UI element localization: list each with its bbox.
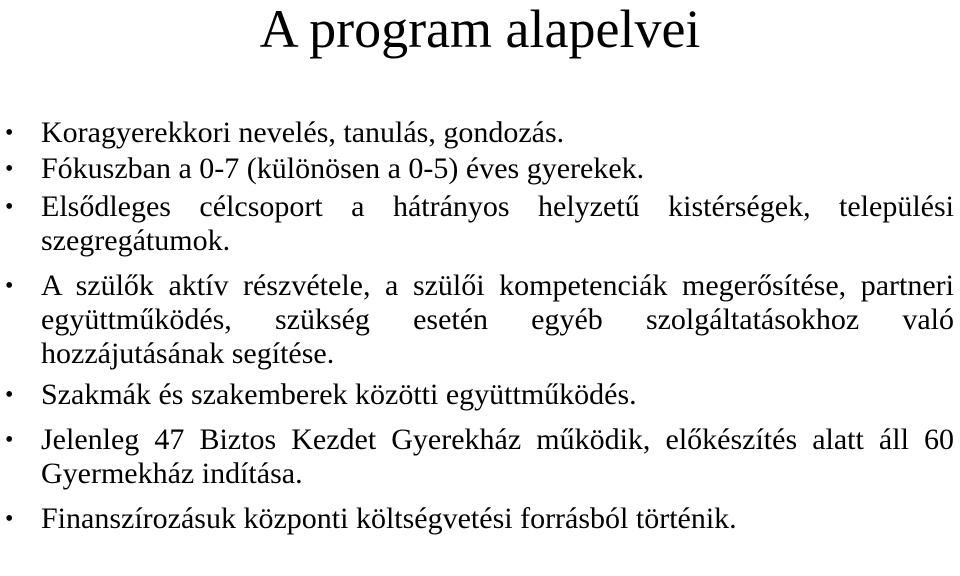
bullet-dot-icon: • [5,273,14,299]
bullet-dot-icon: • [5,382,14,408]
bullet-item [0,269,960,371]
slide-title: A program alapelvei [259,0,701,59]
bullet-text: Szakmák és szakemberek közötti együttműködés. [41,378,637,411]
bullet-item [0,190,960,258]
bullet-dot-icon: • [5,194,14,220]
bullet-text: Elsődleges célcsoport a hátrányos helyzetű kistérségek, települési szegregátumok. [41,190,954,257]
bullet-item [0,378,960,412]
bullet-dot-icon: • [5,506,14,532]
bullet-text: A szülők aktív részvétele, a szülői kompetenciák megerősítése, partneri együttműködés, szükség esetén egyéb szolgáltatásokhoz való hozzájutásának segítése. [41,269,954,370]
bullet-dot-icon: • [5,120,14,146]
bullet-text: Jelenleg 47 Biztos Kezdet Gyerekház működik, előkészítés alatt áll 60 Gyermekház indítása. [41,423,954,490]
bullet-item [0,502,960,536]
bullet-item [0,152,960,186]
bullet-item [0,423,960,491]
bullet-dot-icon: • [5,427,14,453]
bullet-dot-icon: • [5,156,14,182]
bullet-item [0,116,960,150]
bullet-text: Fókuszban a 0-7 (különösen a 0-5) éves gyerekek. [41,152,645,185]
bullet-text: Koragyerekkori nevelés, tanulás, gondozás. [41,116,565,149]
bullet-list [0,116,960,536]
bullet-text: Finanszírozásuk központi költségvetési forrásból történik. [41,502,737,535]
